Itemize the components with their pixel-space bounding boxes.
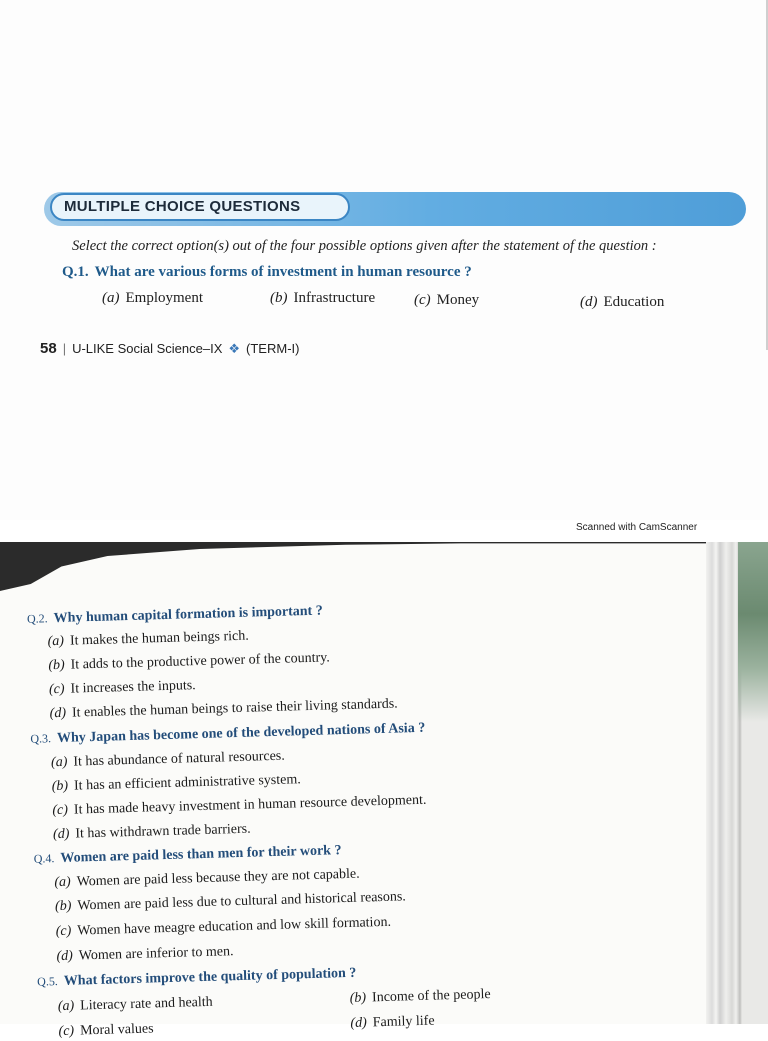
option-letter: (b)	[349, 990, 367, 1006]
footer-separator: |	[62, 341, 67, 356]
book-cover-edge	[738, 542, 768, 722]
option-text: Employment	[125, 290, 203, 306]
question-5	[37, 966, 357, 991]
question-text: What factors improve the quality of population ?	[63, 965, 357, 989]
book-title: U-LIKE Social Science–IX	[72, 341, 223, 356]
option-letter: (b)	[51, 778, 69, 795]
q3-option-c	[52, 793, 426, 819]
option-text: Women have meagre education and low skill formation.	[77, 914, 392, 939]
option-letter: (b)	[54, 898, 72, 915]
question-text: Why human capital formation is important ?	[53, 603, 323, 627]
q1-option-d	[580, 294, 664, 311]
q2-option-d	[49, 697, 397, 723]
page-number: 58	[40, 340, 57, 357]
option-letter: (d)	[52, 826, 70, 843]
option-text: Women are inferior to men.	[78, 944, 234, 964]
option-letter: (c)	[58, 1023, 75, 1040]
instruction-text: Select the correct option(s) out of the four possible options given after the statement of the question :	[72, 238, 657, 254]
q4-option-c	[56, 915, 392, 940]
question-text: Women are paid less than men for their work ?	[60, 843, 342, 866]
option-letter: (d)	[580, 294, 598, 310]
option-letter: (c)	[414, 292, 431, 308]
q3-option-d	[53, 822, 251, 844]
option-text: Women are paid less because they are not capable.	[76, 866, 360, 890]
option-text: Income of the people	[371, 987, 491, 1006]
question-2	[27, 604, 323, 628]
option-text: It enables the human beings to raise their living standards.	[71, 696, 398, 721]
option-text: It has an efficient administrative system.	[73, 772, 301, 794]
option-text: It adds to the productive power of the country.	[70, 650, 330, 673]
diamond-icon: ❖	[228, 341, 241, 356]
page-footer	[40, 340, 300, 357]
option-text: Education	[603, 294, 665, 310]
term-label: (TERM-I)	[246, 341, 300, 356]
option-text: It has withdrawn trade barriers.	[75, 821, 251, 842]
q5-option-b	[350, 987, 491, 1007]
option-letter: (d)	[56, 948, 74, 965]
option-text: It has made heavy investment in human resource development.	[73, 792, 427, 818]
question-number: Q.2.	[26, 611, 48, 626]
option-text: Family life	[372, 1013, 435, 1031]
option-letter: (c)	[52, 802, 69, 819]
q1-option-c	[414, 292, 479, 309]
question-text: What are various forms of investment in human resource ?	[94, 264, 472, 280]
option-text: Infrastructure	[293, 290, 376, 306]
option-letter: (d)	[350, 1015, 367, 1031]
section-title: MULTIPLE CHOICE QUESTIONS	[50, 193, 350, 221]
question-number: Q.1.	[62, 264, 89, 280]
option-text: It makes the human beings rich.	[69, 628, 249, 649]
option-text: It has abundance of natural resources.	[73, 748, 285, 770]
option-text: Money	[436, 292, 480, 308]
option-letter: (a)	[50, 754, 68, 771]
question-number: Q.4.	[33, 851, 55, 866]
top-page	[0, 0, 768, 520]
question-4	[34, 843, 342, 868]
question-text: Why Japan has become one of the developed nations of Asia ?	[56, 720, 426, 747]
option-text: Women are paid less due to cultural and historical reasons.	[77, 889, 407, 914]
q3-option-a	[51, 749, 285, 772]
q3-option-b	[52, 772, 301, 795]
q5-option-d	[350, 1014, 435, 1032]
q2-option-c	[49, 678, 196, 698]
option-text: Literacy rate and health	[79, 994, 213, 1014]
question-1	[62, 264, 472, 281]
option-letter: (a)	[102, 290, 120, 306]
option-letter: (c)	[48, 681, 65, 698]
q5-option-a	[58, 995, 213, 1015]
question-list	[20, 562, 732, 1040]
option-letter: (a)	[54, 874, 71, 891]
option-text: Moral values	[79, 1021, 154, 1039]
q1-option-a	[102, 290, 203, 307]
q4-option-a	[54, 867, 360, 892]
option-letter: (a)	[57, 998, 75, 1015]
scanner-watermark: Scanned with CamScanner	[576, 522, 698, 533]
bottom-page	[0, 542, 768, 1040]
q5-option-c	[58, 1021, 153, 1040]
q2-option-a	[47, 629, 249, 651]
option-letter: (c)	[55, 923, 72, 940]
option-letter: (b)	[48, 657, 65, 674]
option-letter: (d)	[49, 705, 67, 722]
question-number: Q.5.	[36, 974, 59, 989]
question-3	[30, 721, 425, 748]
option-letter: (b)	[270, 290, 288, 306]
q2-option-b	[48, 650, 330, 674]
option-text: It increases the inputs.	[70, 678, 196, 697]
q4-option-d	[56, 944, 233, 965]
q1-option-b	[270, 290, 375, 307]
q4-option-b	[55, 889, 406, 915]
question-number: Q.3.	[30, 731, 52, 746]
option-letter: (a)	[47, 633, 65, 650]
